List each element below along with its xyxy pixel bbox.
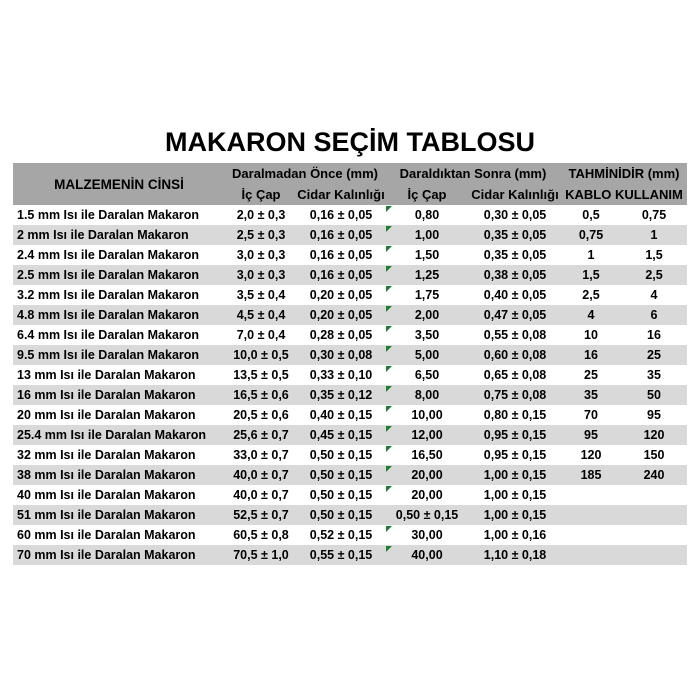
excel-error-triangle-icon bbox=[386, 346, 392, 352]
before-wall-thickness-cell: 0,50 ± 0,15 bbox=[309, 508, 373, 522]
cable-usage-min-cell: 185 bbox=[580, 468, 602, 482]
after-wall-thickness-cell: 1,10 ± 0,18 bbox=[483, 548, 547, 562]
after-wall-thickness-cell: 0,95 ± 0,15 bbox=[483, 428, 547, 442]
before-inner-diameter-cell: 52,5 ± 0,7 bbox=[233, 508, 289, 522]
after-inner-diameter-value: 0,80 bbox=[414, 208, 440, 222]
cable-usage-min-cell: 70 bbox=[584, 408, 598, 422]
before-wall-thickness-cell: 0,16 ± 0,05 bbox=[309, 248, 373, 262]
after-inner-diameter-cell bbox=[385, 325, 469, 345]
cable-usage-max-cell: 120 bbox=[643, 428, 665, 442]
before-wall-thickness-cell: 0,52 ± 0,15 bbox=[309, 528, 373, 542]
cable-usage-min-cell: 120 bbox=[580, 448, 602, 462]
cable-usage-min-cell: 1 bbox=[587, 248, 595, 262]
before-wall-thickness-cell: 0,16 ± 0,05 bbox=[309, 208, 373, 222]
cable-usage-min-cell: 1,5 bbox=[582, 268, 600, 282]
material-cell: 25.4 mm Isı ile Daralan Makaron bbox=[17, 428, 206, 442]
material-cell: 9.5 mm Isı ile Daralan Makaron bbox=[17, 348, 200, 362]
excel-error-triangle-icon bbox=[386, 526, 392, 532]
before-wall-thickness-cell: 0,45 ± 0,15 bbox=[309, 428, 373, 442]
makaron-selection-table bbox=[13, 163, 687, 565]
after-wall-thickness-cell: 0,38 ± 0,05 bbox=[483, 268, 547, 282]
material-cell: 70 mm Isı ile Daralan Makaron bbox=[17, 548, 196, 562]
table-row bbox=[13, 225, 687, 245]
cable-usage-min-cell bbox=[561, 505, 621, 525]
cable-usage-max-cell bbox=[621, 505, 687, 525]
cable-usage-max-cell: 0,75 bbox=[641, 208, 667, 222]
after-wall-thickness-cell: 0,40 ± 0,05 bbox=[483, 288, 547, 302]
table-row bbox=[13, 365, 687, 385]
column-group-before-shrink: Daralmadan Önce (mm) bbox=[225, 163, 385, 184]
cable-usage-min-cell: 10 bbox=[584, 328, 598, 342]
after-inner-diameter-value: 16,50 bbox=[411, 448, 443, 462]
after-inner-diameter-cell bbox=[385, 345, 469, 365]
material-cell: 4.8 mm Isı ile Daralan Makaron bbox=[17, 308, 200, 322]
excel-error-triangle-icon bbox=[386, 546, 392, 552]
table-row bbox=[13, 545, 687, 565]
after-wall-thickness-cell: 0,60 ± 0,08 bbox=[483, 348, 547, 362]
table-row bbox=[13, 465, 687, 485]
excel-error-triangle-icon bbox=[386, 206, 392, 212]
material-cell: 2.5 mm Isı ile Daralan Makaron bbox=[17, 268, 200, 282]
material-cell: 16 mm Isı ile Daralan Makaron bbox=[17, 388, 196, 402]
before-wall-thickness-cell: 0,35 ± 0,12 bbox=[309, 388, 373, 402]
table-body bbox=[13, 205, 687, 565]
after-inner-diameter-value: 3,50 bbox=[414, 328, 440, 342]
after-wall-thickness-cell: 0,47 ± 0,05 bbox=[483, 308, 547, 322]
table-row bbox=[13, 285, 687, 305]
before-inner-diameter-cell: 40,0 ± 0,7 bbox=[233, 488, 289, 502]
before-wall-thickness-cell: 0,20 ± 0,05 bbox=[309, 308, 373, 322]
cable-usage-max-cell: 50 bbox=[647, 388, 661, 402]
after-inner-diameter-value: 1,75 bbox=[414, 288, 440, 302]
after-inner-diameter-value: 20,00 bbox=[411, 488, 443, 502]
excel-error-triangle-icon bbox=[386, 406, 392, 412]
before-inner-diameter-cell: 20,5 ± 0,6 bbox=[233, 408, 289, 422]
cable-usage-min-cell: 16 bbox=[584, 348, 598, 362]
before-inner-diameter-cell: 3,5 ± 0,4 bbox=[236, 288, 286, 302]
cable-usage-min-cell: 0,5 bbox=[582, 208, 600, 222]
cable-usage-max-cell: 150 bbox=[643, 448, 665, 462]
material-cell: 2 mm Isı ile Daralan Makaron bbox=[17, 228, 189, 242]
column-header-cable-usage: KABLO KULLANIM bbox=[561, 184, 687, 205]
cable-usage-max-cell: 2,5 bbox=[645, 268, 663, 282]
material-cell: 38 mm Isı ile Daralan Makaron bbox=[17, 468, 196, 482]
excel-error-triangle-icon bbox=[386, 366, 392, 372]
before-wall-thickness-cell: 0,40 ± 0,15 bbox=[309, 408, 373, 422]
after-inner-diameter-value: 40,00 bbox=[411, 548, 443, 562]
column-header-after-wall-thickness: Cidar Kalınlığı bbox=[469, 184, 561, 205]
column-header-material: MALZEMENİN CİNSİ bbox=[13, 163, 225, 205]
excel-error-triangle-icon bbox=[386, 266, 392, 272]
excel-error-triangle-icon bbox=[386, 466, 392, 472]
table-row bbox=[13, 485, 687, 505]
after-inner-diameter-cell bbox=[385, 525, 469, 545]
excel-error-triangle-icon bbox=[386, 326, 392, 332]
after-inner-diameter-cell bbox=[385, 385, 469, 405]
column-header-after-inner-diameter: İç Çap bbox=[385, 184, 469, 205]
after-inner-diameter-cell bbox=[385, 265, 469, 285]
cable-usage-min-cell bbox=[561, 485, 621, 505]
before-inner-diameter-cell: 40,0 ± 0,7 bbox=[233, 468, 289, 482]
after-inner-diameter-cell bbox=[385, 405, 469, 425]
material-cell: 20 mm Isı ile Daralan Makaron bbox=[17, 408, 196, 422]
cable-usage-max-cell: 1 bbox=[650, 228, 658, 242]
after-inner-diameter-value: 2,00 bbox=[414, 308, 440, 322]
cable-usage-min-cell bbox=[561, 525, 621, 545]
table-row bbox=[13, 425, 687, 445]
material-cell: 40 mm Isı ile Daralan Makaron bbox=[17, 488, 196, 502]
before-inner-diameter-cell: 3,0 ± 0,3 bbox=[236, 268, 286, 282]
after-wall-thickness-cell: 0,65 ± 0,08 bbox=[483, 368, 547, 382]
before-wall-thickness-cell: 0,28 ± 0,05 bbox=[309, 328, 373, 342]
after-wall-thickness-cell: 0,75 ± 0,08 bbox=[483, 388, 547, 402]
column-header-before-inner-diameter: İç Çap bbox=[225, 184, 297, 205]
after-inner-diameter-value: 12,00 bbox=[411, 428, 443, 442]
excel-error-triangle-icon bbox=[386, 386, 392, 392]
after-wall-thickness-cell: 0,30 ± 0,05 bbox=[483, 208, 547, 222]
after-inner-diameter-cell bbox=[385, 505, 469, 525]
before-inner-diameter-cell: 70,5 ± 1,0 bbox=[233, 548, 289, 562]
before-wall-thickness-cell: 0,50 ± 0,15 bbox=[309, 448, 373, 462]
after-inner-diameter-value: 1,25 bbox=[414, 268, 440, 282]
material-cell: 60 mm Isı ile Daralan Makaron bbox=[17, 528, 196, 542]
column-group-after-shrink: Daraldıktan Sonra (mm) bbox=[385, 163, 561, 184]
cable-usage-max-cell: 1,5 bbox=[645, 248, 663, 262]
after-inner-diameter-value: 20,00 bbox=[411, 468, 443, 482]
after-inner-diameter-value: 6,50 bbox=[414, 368, 440, 382]
table-row bbox=[13, 325, 687, 345]
material-cell: 2.4 mm Isı ile Daralan Makaron bbox=[17, 248, 200, 262]
after-wall-thickness-cell: 0,35 ± 0,05 bbox=[483, 248, 547, 262]
after-inner-diameter-value: 0,50 ± 0,15 bbox=[395, 508, 459, 522]
before-inner-diameter-cell: 25,6 ± 0,7 bbox=[233, 428, 289, 442]
after-wall-thickness-cell: 1,00 ± 0,15 bbox=[483, 488, 547, 502]
cable-usage-min-cell: 4 bbox=[587, 308, 595, 322]
after-wall-thickness-cell: 0,95 ± 0,15 bbox=[483, 448, 547, 462]
before-inner-diameter-cell: 10,0 ± 0,5 bbox=[233, 348, 289, 362]
before-inner-diameter-cell: 2,0 ± 0,3 bbox=[236, 208, 286, 222]
material-cell: 6.4 mm Isı ile Daralan Makaron bbox=[17, 328, 200, 342]
after-inner-diameter-cell bbox=[385, 465, 469, 485]
before-wall-thickness-cell: 0,16 ± 0,05 bbox=[309, 268, 373, 282]
table-row bbox=[13, 265, 687, 285]
before-inner-diameter-cell: 4,5 ± 0,4 bbox=[236, 308, 286, 322]
after-inner-diameter-cell bbox=[385, 425, 469, 445]
before-inner-diameter-cell: 16,5 ± 0,6 bbox=[233, 388, 289, 402]
before-inner-diameter-cell: 60,5 ± 0,8 bbox=[233, 528, 289, 542]
after-inner-diameter-value: 1,00 bbox=[414, 228, 440, 242]
cable-usage-max-cell bbox=[621, 545, 687, 565]
after-inner-diameter-value: 30,00 bbox=[411, 528, 443, 542]
cable-usage-max-cell bbox=[621, 485, 687, 505]
after-wall-thickness-cell: 1,00 ± 0,15 bbox=[483, 468, 547, 482]
after-inner-diameter-value: 10,00 bbox=[411, 408, 443, 422]
before-inner-diameter-cell: 33,0 ± 0,7 bbox=[233, 448, 289, 462]
after-wall-thickness-cell: 1,00 ± 0,16 bbox=[483, 528, 547, 542]
cable-usage-min-cell: 2,5 bbox=[582, 288, 600, 302]
table-row bbox=[13, 525, 687, 545]
column-header-before-wall-thickness: Cidar Kalınlığı bbox=[297, 184, 385, 205]
after-inner-diameter-cell bbox=[385, 365, 469, 385]
after-inner-diameter-cell bbox=[385, 245, 469, 265]
excel-error-triangle-icon bbox=[386, 246, 392, 252]
after-wall-thickness-cell: 1,00 ± 0,15 bbox=[483, 508, 547, 522]
before-wall-thickness-cell: 0,50 ± 0,15 bbox=[309, 468, 373, 482]
cable-usage-min-cell: 95 bbox=[584, 428, 598, 442]
cable-usage-max-cell: 25 bbox=[647, 348, 661, 362]
after-inner-diameter-cell bbox=[385, 545, 469, 565]
excel-error-triangle-icon bbox=[386, 446, 392, 452]
before-wall-thickness-cell: 0,33 ± 0,10 bbox=[309, 368, 373, 382]
cable-usage-max-cell: 35 bbox=[647, 368, 661, 382]
after-inner-diameter-value: 1,50 bbox=[414, 248, 440, 262]
after-inner-diameter-cell bbox=[385, 305, 469, 325]
table-row bbox=[13, 245, 687, 265]
cable-usage-min-cell: 25 bbox=[584, 368, 598, 382]
after-wall-thickness-cell: 0,35 ± 0,05 bbox=[483, 228, 547, 242]
cable-usage-min-cell: 35 bbox=[584, 388, 598, 402]
after-inner-diameter-cell bbox=[385, 485, 469, 505]
cable-usage-max-cell: 4 bbox=[650, 288, 658, 302]
material-cell: 13 mm Isı ile Daralan Makaron bbox=[17, 368, 196, 382]
cable-usage-max-cell: 6 bbox=[650, 308, 658, 322]
material-cell: 32 mm Isı ile Daralan Makaron bbox=[17, 448, 196, 462]
page-title: MAKARON SEÇİM TABLOSU bbox=[165, 127, 535, 157]
cable-usage-min-cell: 0,75 bbox=[578, 228, 604, 242]
material-cell: 51 mm Isı ile Daralan Makaron bbox=[17, 508, 196, 522]
excel-error-triangle-icon bbox=[386, 306, 392, 312]
excel-error-triangle-icon bbox=[386, 226, 392, 232]
before-inner-diameter-cell: 2,5 ± 0,3 bbox=[236, 228, 286, 242]
cable-usage-max-cell: 240 bbox=[643, 468, 665, 482]
material-cell: 3.2 mm Isı ile Daralan Makaron bbox=[17, 288, 200, 302]
table-row bbox=[13, 445, 687, 465]
before-wall-thickness-cell: 0,30 ± 0,08 bbox=[309, 348, 373, 362]
after-wall-thickness-cell: 0,55 ± 0,08 bbox=[483, 328, 547, 342]
table-row bbox=[13, 305, 687, 325]
after-inner-diameter-value: 8,00 bbox=[414, 388, 440, 402]
table-row bbox=[13, 345, 687, 365]
cable-usage-min-cell bbox=[561, 545, 621, 565]
table-row bbox=[13, 385, 687, 405]
after-inner-diameter-cell bbox=[385, 285, 469, 305]
column-group-estimate: TAHMİNİDİR (mm) bbox=[561, 163, 687, 184]
header-group-row bbox=[13, 163, 687, 184]
before-inner-diameter-cell: 3,0 ± 0,3 bbox=[236, 248, 286, 262]
after-inner-diameter-cell bbox=[385, 445, 469, 465]
excel-error-triangle-icon bbox=[386, 486, 392, 492]
after-inner-diameter-value: 5,00 bbox=[414, 348, 440, 362]
before-wall-thickness-cell: 0,50 ± 0,15 bbox=[309, 488, 373, 502]
material-cell: 1.5 mm Isı ile Daralan Makaron bbox=[17, 208, 200, 222]
table-header bbox=[13, 163, 687, 205]
after-wall-thickness-cell: 0,80 ± 0,15 bbox=[483, 408, 547, 422]
before-wall-thickness-cell: 0,16 ± 0,05 bbox=[309, 228, 373, 242]
table-row bbox=[13, 505, 687, 525]
before-inner-diameter-cell: 13,5 ± 0,5 bbox=[233, 368, 289, 382]
cable-usage-max-cell: 16 bbox=[647, 328, 661, 342]
table-row bbox=[13, 405, 687, 425]
cable-usage-max-cell: 95 bbox=[647, 408, 661, 422]
table-row bbox=[13, 205, 687, 225]
cable-usage-max-cell bbox=[621, 525, 687, 545]
excel-error-triangle-icon bbox=[386, 426, 392, 432]
after-inner-diameter-cell bbox=[385, 205, 469, 225]
excel-error-triangle-icon bbox=[386, 286, 392, 292]
after-inner-diameter-cell bbox=[385, 225, 469, 245]
before-wall-thickness-cell: 0,20 ± 0,05 bbox=[309, 288, 373, 302]
before-inner-diameter-cell: 7,0 ± 0,4 bbox=[236, 328, 286, 342]
before-wall-thickness-cell: 0,55 ± 0,15 bbox=[309, 548, 373, 562]
